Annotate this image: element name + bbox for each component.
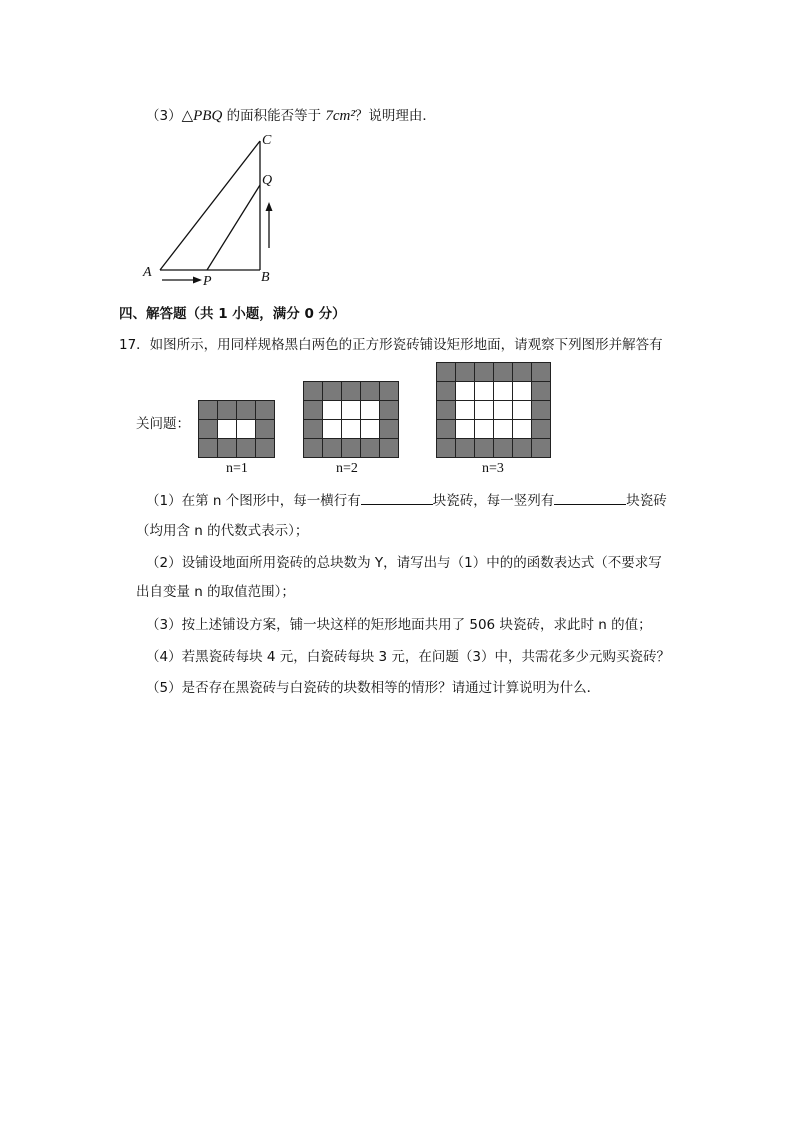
black-tile bbox=[456, 363, 474, 381]
black-tile bbox=[532, 363, 550, 381]
arrow-up-head-icon bbox=[266, 202, 273, 211]
black-tile bbox=[437, 420, 455, 438]
figure-label-n2: n=2 bbox=[336, 461, 358, 476]
black-tile bbox=[513, 363, 531, 381]
label-a: A bbox=[143, 265, 152, 280]
black-tile bbox=[304, 439, 322, 457]
white-tile bbox=[218, 420, 236, 438]
black-tile bbox=[304, 420, 322, 438]
white-tile bbox=[456, 401, 474, 419]
white-tile bbox=[342, 420, 360, 438]
black-tile bbox=[437, 439, 455, 457]
black-tile bbox=[342, 382, 360, 400]
black-tile bbox=[256, 439, 274, 457]
black-tile bbox=[380, 382, 398, 400]
black-tile bbox=[342, 439, 360, 457]
white-tile bbox=[475, 401, 493, 419]
black-tile bbox=[437, 363, 455, 381]
answer-blank-column[interactable] bbox=[554, 490, 626, 505]
black-tile bbox=[475, 439, 493, 457]
black-tile bbox=[361, 382, 379, 400]
segment-pq bbox=[207, 185, 260, 270]
black-tile bbox=[532, 420, 550, 438]
tile-figure-n3 bbox=[436, 362, 551, 458]
black-tile bbox=[256, 401, 274, 419]
white-tile bbox=[475, 420, 493, 438]
label-p: P bbox=[203, 274, 212, 289]
black-tile bbox=[323, 439, 341, 457]
white-tile bbox=[475, 382, 493, 400]
white-tile bbox=[513, 382, 531, 400]
figure-label-n3: n=3 bbox=[482, 461, 504, 476]
triangle-figure bbox=[130, 130, 290, 292]
black-tile bbox=[494, 439, 512, 457]
q17-part4: （4）若黑瓷砖每块 4 元，白瓷砖每块 3 元，在问题（3）中，共需花多少元购买瓷砖？ bbox=[146, 649, 671, 665]
black-tile bbox=[256, 420, 274, 438]
black-tile bbox=[323, 382, 341, 400]
black-tile bbox=[532, 401, 550, 419]
q17-part3: （3）按上述铺设方案，铺一块这样的矩形地面共用了 506 块瓷砖，求此时 n 的值； bbox=[146, 617, 652, 633]
white-tile bbox=[456, 420, 474, 438]
q17-part5: （5）是否存在黑瓷砖与白瓷砖的块数相等的情形？请通过计算说明为什么． bbox=[146, 680, 601, 696]
black-tile bbox=[380, 420, 398, 438]
black-tile bbox=[304, 401, 322, 419]
black-tile bbox=[513, 439, 531, 457]
white-tile bbox=[323, 401, 341, 419]
q17-part1-note: （均用含 n 的代数式表示）； bbox=[136, 523, 309, 539]
black-tile bbox=[304, 382, 322, 400]
white-tile bbox=[494, 401, 512, 419]
black-tile bbox=[361, 439, 379, 457]
q17-intro: 17．如图所示，用同样规格黑白两色的正方形瓷砖铺设矩形地面，请观察下列图形并解答有 bbox=[119, 337, 663, 353]
black-tile bbox=[237, 439, 255, 457]
q17-part2: （2）设铺设地面所用瓷砖的总块数为 Y，请写出与（1）中的的函数表达式（不要求写 bbox=[146, 555, 662, 571]
label-q: Q bbox=[262, 173, 273, 188]
white-tile bbox=[494, 382, 512, 400]
q17-part2-continued: 出自变量 n 的取值范围）； bbox=[136, 584, 295, 600]
answer-blank-row[interactable] bbox=[361, 490, 433, 505]
black-tile bbox=[218, 439, 236, 457]
tile-figure-n2 bbox=[303, 381, 399, 458]
black-tile bbox=[532, 439, 550, 457]
triangle-name: △PBQ bbox=[181, 108, 223, 124]
white-tile bbox=[342, 401, 360, 419]
white-tile bbox=[323, 420, 341, 438]
white-tile bbox=[456, 382, 474, 400]
segment-ac bbox=[160, 141, 260, 270]
black-tile bbox=[494, 363, 512, 381]
label-b: B bbox=[261, 270, 270, 285]
white-tile bbox=[361, 420, 379, 438]
black-tile bbox=[380, 401, 398, 419]
label-c: C bbox=[262, 133, 272, 148]
black-tile bbox=[237, 401, 255, 419]
arrow-right-head-icon bbox=[193, 277, 202, 284]
white-tile bbox=[494, 420, 512, 438]
q17-part1: （1）在第 n 个图形中，每一横行有 块瓷砖，每一竖列有 块瓷砖 bbox=[146, 489, 667, 509]
figure-label-n1: n=1 bbox=[226, 461, 248, 476]
black-tile bbox=[199, 439, 217, 457]
area-value: 7cm² bbox=[325, 108, 355, 124]
black-tile bbox=[475, 363, 493, 381]
tile-figure-n1 bbox=[198, 400, 275, 458]
q17-intro-continued: 关问题： bbox=[136, 416, 190, 432]
black-tile bbox=[199, 420, 217, 438]
black-tile bbox=[199, 401, 217, 419]
white-tile bbox=[513, 401, 531, 419]
q16-part3-question: （3）△PBQ 的面积能否等于 7cm²？说明理由． bbox=[146, 108, 436, 124]
white-tile bbox=[237, 420, 255, 438]
section-heading: 四、解答题（共 1 小题，满分 0 分） bbox=[119, 306, 346, 322]
black-tile bbox=[456, 439, 474, 457]
black-tile bbox=[380, 439, 398, 457]
black-tile bbox=[532, 382, 550, 400]
white-tile bbox=[361, 401, 379, 419]
white-tile bbox=[513, 420, 531, 438]
black-tile bbox=[218, 401, 236, 419]
black-tile bbox=[437, 401, 455, 419]
black-tile bbox=[437, 382, 455, 400]
